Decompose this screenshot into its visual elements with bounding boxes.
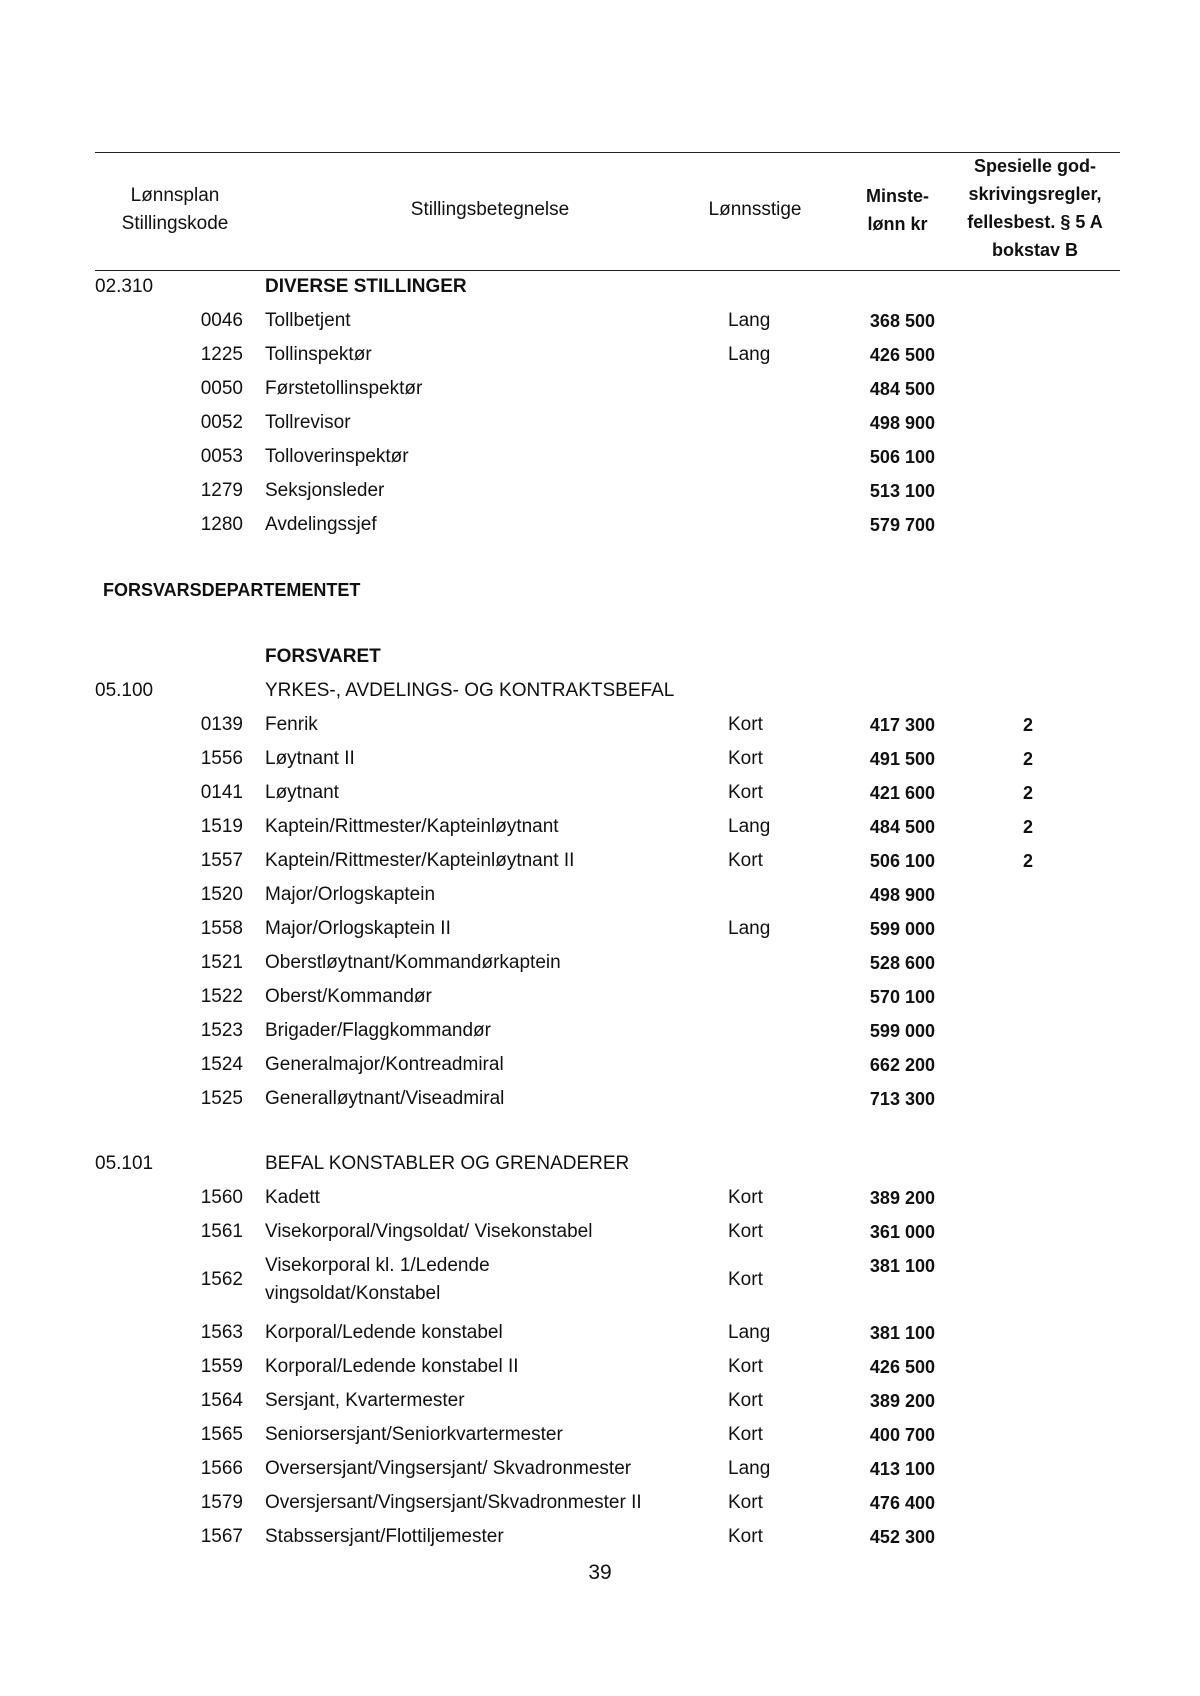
section1-plan: 02.310 xyxy=(95,276,154,297)
row-min: 413 100 xyxy=(869,1459,935,1479)
row-code: 0053 xyxy=(200,446,243,467)
row-code: 1522 xyxy=(200,986,243,1007)
table-row xyxy=(0,844,1200,878)
table-row xyxy=(0,946,1200,980)
row-step: Kort xyxy=(728,1390,763,1411)
row-title: Visekorporal/Vingsoldat/ Visekonstabel xyxy=(265,1221,593,1242)
row-step: Kort xyxy=(728,1424,763,1445)
header-plan-line2: Stillingskode xyxy=(121,213,229,234)
row-code: 1565 xyxy=(200,1424,243,1445)
row-step: Kort xyxy=(728,748,763,769)
row-title: Seksjonsleder xyxy=(265,480,385,501)
page-number: 39 xyxy=(588,1561,612,1584)
row-title: Kaptein/Rittmester/Kapteinløytnant xyxy=(265,816,559,837)
row-title: Sersjant, Kvartermester xyxy=(265,1390,465,1411)
table-row xyxy=(0,440,1200,474)
row-title: Major/Orlogskaptein II xyxy=(265,918,451,939)
table-row xyxy=(0,304,1200,338)
row-title: Major/Orlogskaptein xyxy=(265,884,436,905)
row-code: 1280 xyxy=(200,514,243,535)
row-min: 400 700 xyxy=(869,1425,935,1445)
header-plan-line1: Lønnsplan xyxy=(130,185,220,206)
row-step: Lang xyxy=(728,1458,771,1479)
row-code: 0139 xyxy=(200,714,243,735)
table-row xyxy=(0,1350,1200,1384)
row-step: Kort xyxy=(728,1492,763,1513)
department-title: FORSVARSDEPARTEMENTET xyxy=(103,580,361,600)
table-row xyxy=(0,1316,1200,1350)
row-title: Løytnant xyxy=(265,782,339,803)
table-row xyxy=(0,1181,1200,1215)
header-step: Lønnsstige xyxy=(708,199,802,220)
row-step: Kort xyxy=(728,1221,763,1242)
table-row xyxy=(0,742,1200,776)
row-min: 662 200 xyxy=(869,1055,935,1075)
row-title: Tollrevisor xyxy=(265,412,351,433)
table-row xyxy=(0,1048,1200,1082)
row-title-line1: Visekorporal kl. 1/Ledende xyxy=(265,1255,490,1276)
section1-heading-row xyxy=(0,270,1200,304)
table-row xyxy=(0,1082,1200,1116)
row-min: 361 000 xyxy=(869,1222,935,1242)
row-title: Tolloverinspektør xyxy=(265,446,409,467)
section1-heading: DIVERSE STILLINGER xyxy=(265,276,467,297)
row-code: 1519 xyxy=(200,816,243,837)
row-min: 599 000 xyxy=(869,919,935,939)
header-title: Stillingsbetegnelse xyxy=(410,199,570,220)
table-row xyxy=(0,1014,1200,1048)
row-code: 1557 xyxy=(200,850,243,871)
row-title: Tollbetjent xyxy=(265,310,351,331)
row-spec: 2 xyxy=(1022,783,1033,803)
row-title: Tollinspektør xyxy=(265,344,372,365)
row-code: 1521 xyxy=(200,952,243,973)
row-min: 426 500 xyxy=(869,1357,935,1377)
row-min: 389 200 xyxy=(869,1188,935,1208)
table-row xyxy=(0,474,1200,508)
section2-heading-row xyxy=(0,674,1200,708)
row-title: Generalløytnant/Viseadmiral xyxy=(265,1088,505,1109)
row-step: Lang xyxy=(728,816,771,837)
row-min: 579 700 xyxy=(869,515,935,535)
row-title: Seniorsersjant/Seniorkvartermester xyxy=(265,1424,563,1445)
row-min: 599 000 xyxy=(869,1021,935,1041)
row-title-multiline xyxy=(265,1252,490,1308)
row-step: Kort xyxy=(728,850,763,871)
row-min: 476 400 xyxy=(869,1493,935,1513)
header-spec-line2: skrivingsregler, xyxy=(968,184,1102,204)
row-min: 713 300 xyxy=(869,1089,935,1109)
header-spec-line3: fellesbest. § 5 A xyxy=(967,212,1103,232)
table-row xyxy=(0,912,1200,946)
row-code: 0050 xyxy=(200,378,243,399)
section3-heading-row xyxy=(0,1147,1200,1181)
row-min: 570 100 xyxy=(869,987,935,1007)
table-row xyxy=(0,508,1200,542)
row-code: 1523 xyxy=(200,1020,243,1041)
row-step: Kort xyxy=(728,1269,763,1290)
row-code: 1525 xyxy=(200,1088,243,1109)
row-code: 1524 xyxy=(200,1054,243,1075)
row-min: 484 500 xyxy=(869,817,935,837)
row-title: Generalmajor/Kontreadmiral xyxy=(265,1054,504,1075)
row-title: Oberst/Kommandør xyxy=(265,986,432,1007)
table-row xyxy=(0,372,1200,406)
table-row xyxy=(0,878,1200,912)
row-code: 1279 xyxy=(200,480,243,501)
section3-plan: 05.101 xyxy=(95,1153,154,1174)
row-code: 1520 xyxy=(200,884,243,905)
row-code: 1563 xyxy=(200,1322,243,1343)
row-code: 1566 xyxy=(200,1458,243,1479)
row-spec: 2 xyxy=(1022,851,1033,871)
table-row xyxy=(0,980,1200,1014)
row-min: 368 500 xyxy=(869,311,935,331)
table-row xyxy=(0,1486,1200,1520)
row-min: 452 300 xyxy=(869,1527,935,1547)
section2-heading: YRKES-, AVDELINGS- OG KONTRAKTSBEFAL xyxy=(265,680,675,701)
row-min: 528 600 xyxy=(869,953,935,973)
table-row xyxy=(0,1452,1200,1486)
row-code: 0046 xyxy=(200,310,243,331)
row-title: Korporal/Ledende konstabel xyxy=(265,1322,503,1343)
row-min: 421 600 xyxy=(869,783,935,803)
header-min-line1: Minste- xyxy=(866,186,929,206)
row-code: 1560 xyxy=(200,1187,243,1208)
row-title: Avdelingssjef xyxy=(265,514,377,535)
table-row xyxy=(0,338,1200,372)
table-row-multiline xyxy=(0,1249,1200,1311)
row-min: 426 500 xyxy=(869,345,935,365)
row-code: 1559 xyxy=(200,1356,243,1377)
row-min: 381 100 xyxy=(869,1256,935,1276)
row-min: 389 200 xyxy=(869,1391,935,1411)
row-min: 417 300 xyxy=(869,715,935,735)
row-title: Løytnant II xyxy=(265,748,355,769)
table-row xyxy=(0,1418,1200,1452)
row-title-line2: vingsoldat/Konstabel xyxy=(265,1283,441,1304)
table-row xyxy=(0,1384,1200,1418)
row-spec: 2 xyxy=(1022,817,1033,837)
row-code: 1567 xyxy=(200,1526,243,1547)
row-step: Kort xyxy=(728,714,763,735)
row-step: Kort xyxy=(728,1526,763,1547)
row-code: 1225 xyxy=(200,344,243,365)
row-code: 1561 xyxy=(200,1221,243,1242)
row-min: 506 100 xyxy=(869,447,935,467)
row-step: Kort xyxy=(728,1187,763,1208)
table-row xyxy=(0,1520,1200,1554)
row-step: Lang xyxy=(728,310,771,331)
row-title: Oversersjant/Vingsersjant/ Skvadronmester xyxy=(265,1458,632,1479)
section2-plan: 05.100 xyxy=(95,680,154,701)
row-title: Oberstløytnant/Kommandørkaptein xyxy=(265,952,561,973)
row-title: Stabssersjant/Flottiljemester xyxy=(265,1526,504,1547)
row-step: Lang xyxy=(728,1322,771,1343)
row-min: 513 100 xyxy=(869,481,935,501)
row-step: Lang xyxy=(728,344,771,365)
row-step: Kort xyxy=(728,782,763,803)
row-title: Kaptein/Rittmester/Kapteinløytnant II xyxy=(265,850,575,871)
section2-org: FORSVARET xyxy=(265,646,381,667)
row-spec: 2 xyxy=(1022,749,1033,769)
section3-heading: BEFAL KONSTABLER OG GRENADERER xyxy=(265,1153,630,1174)
row-min: 491 500 xyxy=(869,749,935,769)
table-row xyxy=(0,708,1200,742)
row-title: Fenrik xyxy=(265,714,318,735)
header-min xyxy=(845,182,950,238)
row-title: Førstetollinspektør xyxy=(265,378,423,399)
header-spec-line4: bokstav B xyxy=(991,240,1079,260)
section2-org-row xyxy=(0,640,1200,674)
row-min: 484 500 xyxy=(869,379,935,399)
row-code: 1562 xyxy=(200,1269,243,1290)
row-title: Brigader/Flaggkommandør xyxy=(265,1020,491,1041)
row-title: Kadett xyxy=(265,1187,320,1208)
row-step: Kort xyxy=(728,1356,763,1377)
row-min: 381 100 xyxy=(869,1323,935,1343)
header-spec xyxy=(950,152,1120,264)
row-code: 1564 xyxy=(200,1390,243,1411)
row-step: Lang xyxy=(728,918,771,939)
row-min: 498 900 xyxy=(869,885,935,905)
header-plan xyxy=(110,182,240,238)
header-spec-line1: Spesielle god- xyxy=(973,156,1097,176)
row-code: 0141 xyxy=(200,782,243,803)
table-row xyxy=(0,406,1200,440)
row-code: 1579 xyxy=(200,1492,243,1513)
row-code: 1556 xyxy=(200,748,243,769)
row-min: 498 900 xyxy=(869,413,935,433)
row-code: 0052 xyxy=(200,412,243,433)
header-min-line2: lønn kr xyxy=(867,214,928,234)
row-min: 506 100 xyxy=(869,851,935,871)
table-row xyxy=(0,810,1200,844)
table-row xyxy=(0,776,1200,810)
row-title: Korporal/Ledende konstabel II xyxy=(265,1356,519,1377)
table-row xyxy=(0,1215,1200,1249)
row-title: Oversjersant/Vingsersjant/Skvadronmester II xyxy=(265,1492,642,1513)
row-code: 1558 xyxy=(200,918,243,939)
row-spec: 2 xyxy=(1022,715,1033,735)
